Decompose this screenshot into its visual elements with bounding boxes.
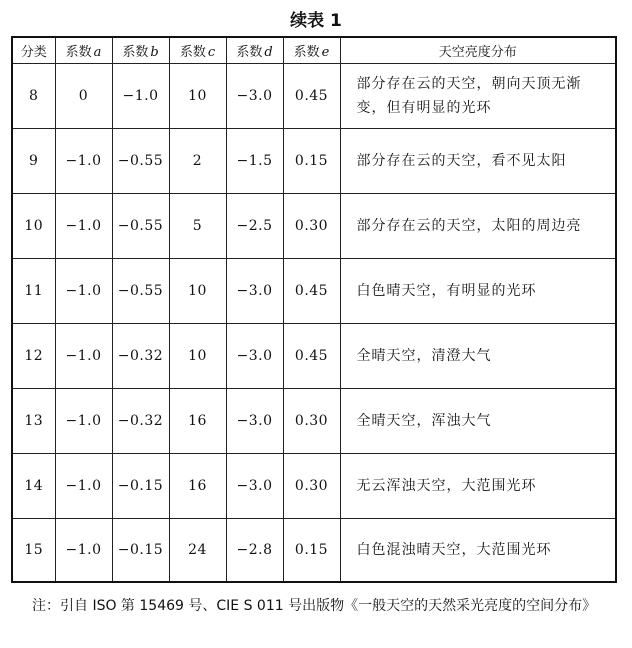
cell-c: 10 xyxy=(169,324,226,389)
header-coef-label: 系数 xyxy=(293,45,320,60)
cell-e: 0.30 xyxy=(283,454,340,519)
cell-distribution: 部分存在云的天空，看不见太阳 xyxy=(340,129,616,194)
cell-a: −1.0 xyxy=(55,194,112,259)
cell-a: 0 xyxy=(55,64,112,129)
table-footnote: 注：引自 ISO 第 15469 号、CIE S 011 号出版物《一般天空的天然采光亮度的空间分布》 xyxy=(32,598,597,614)
cell-a: −1.0 xyxy=(55,454,112,519)
table-title: 续表 1 xyxy=(290,11,342,31)
cell-d: −1.5 xyxy=(226,129,283,194)
cell-d: −3.0 xyxy=(226,454,283,519)
cell-c: 16 xyxy=(169,389,226,454)
cell-b: −0.55 xyxy=(112,129,169,194)
cell-b: −0.15 xyxy=(112,519,169,583)
cell-d: −3.0 xyxy=(226,324,283,389)
table-row xyxy=(12,129,616,194)
table-row xyxy=(12,389,616,454)
header-class: 分类 xyxy=(12,37,55,64)
cell-c: 24 xyxy=(169,519,226,583)
cell-b: −0.15 xyxy=(112,454,169,519)
header-var-c: c xyxy=(207,45,216,60)
cell-c: 2 xyxy=(169,129,226,194)
cell-d: −2.5 xyxy=(226,194,283,259)
cell-d: −3.0 xyxy=(226,64,283,129)
cell-b: −1.0 xyxy=(112,64,169,129)
cell-class: 12 xyxy=(12,324,55,389)
header-coef-label: 系数 xyxy=(236,45,263,60)
cell-e: 0.15 xyxy=(283,129,340,194)
cell-d: −3.0 xyxy=(226,259,283,324)
header-coef-d xyxy=(226,37,283,64)
header-coef-b xyxy=(112,37,169,64)
cell-e: 0.45 xyxy=(283,259,340,324)
cell-class: 8 xyxy=(12,64,55,129)
cell-b: −0.32 xyxy=(112,389,169,454)
header-coef-label: 系数 xyxy=(65,45,92,60)
sky-luminance-table xyxy=(11,36,617,583)
cell-class: 15 xyxy=(12,519,55,583)
cell-a: −1.0 xyxy=(55,129,112,194)
cell-b: −0.55 xyxy=(112,194,169,259)
cell-class: 10 xyxy=(12,194,55,259)
cell-d: −3.0 xyxy=(226,389,283,454)
table-row xyxy=(12,64,616,129)
cell-a: −1.0 xyxy=(55,389,112,454)
cell-distribution: 白色混浊晴天空，大范围光环 xyxy=(340,519,616,583)
cell-e: 0.45 xyxy=(283,64,340,129)
cell-d: −2.8 xyxy=(226,519,283,583)
header-var-a: a xyxy=(93,45,102,60)
cell-distribution: 全晴天空，浑浊大气 xyxy=(340,389,616,454)
cell-distribution: 白色晴天空，有明显的光环 xyxy=(340,259,616,324)
cell-c: 10 xyxy=(169,64,226,129)
table-row xyxy=(12,324,616,389)
header-distribution: 天空亮度分布 xyxy=(340,37,616,64)
cell-e: 0.45 xyxy=(283,324,340,389)
table-row xyxy=(12,194,616,259)
cell-distribution: 部分存在云的天空，朝向天顶无渐变，但有明显的光环 xyxy=(340,64,616,129)
header-coef-e xyxy=(283,37,340,64)
cell-b: −0.32 xyxy=(112,324,169,389)
cell-e: 0.15 xyxy=(283,519,340,583)
cell-c: 16 xyxy=(169,454,226,519)
cell-distribution: 全晴天空，清澄大气 xyxy=(340,324,616,389)
cell-class: 14 xyxy=(12,454,55,519)
cell-a: −1.0 xyxy=(55,519,112,583)
header-var-d: d xyxy=(264,45,273,60)
header-coef-label: 系数 xyxy=(122,45,149,60)
table-row xyxy=(12,259,616,324)
cell-e: 0.30 xyxy=(283,389,340,454)
header-coef-c xyxy=(169,37,226,64)
header-coef-a xyxy=(55,37,112,64)
cell-b: −0.55 xyxy=(112,259,169,324)
header-var-e: e xyxy=(321,45,330,60)
cell-distribution: 无云浑浊天空，大范围光环 xyxy=(340,454,616,519)
cell-a: −1.0 xyxy=(55,259,112,324)
cell-a: −1.0 xyxy=(55,324,112,389)
cell-distribution: 部分存在云的天空，太阳的周边亮 xyxy=(340,194,616,259)
header-coef-label: 系数 xyxy=(179,45,206,60)
cell-class: 13 xyxy=(12,389,55,454)
cell-c: 5 xyxy=(169,194,226,259)
cell-class: 9 xyxy=(12,129,55,194)
table-row xyxy=(12,454,616,519)
header-var-b: b xyxy=(150,45,159,60)
cell-e: 0.30 xyxy=(283,194,340,259)
table-row xyxy=(12,519,616,583)
cell-c: 10 xyxy=(169,259,226,324)
header-row xyxy=(12,37,616,64)
cell-class: 11 xyxy=(12,259,55,324)
